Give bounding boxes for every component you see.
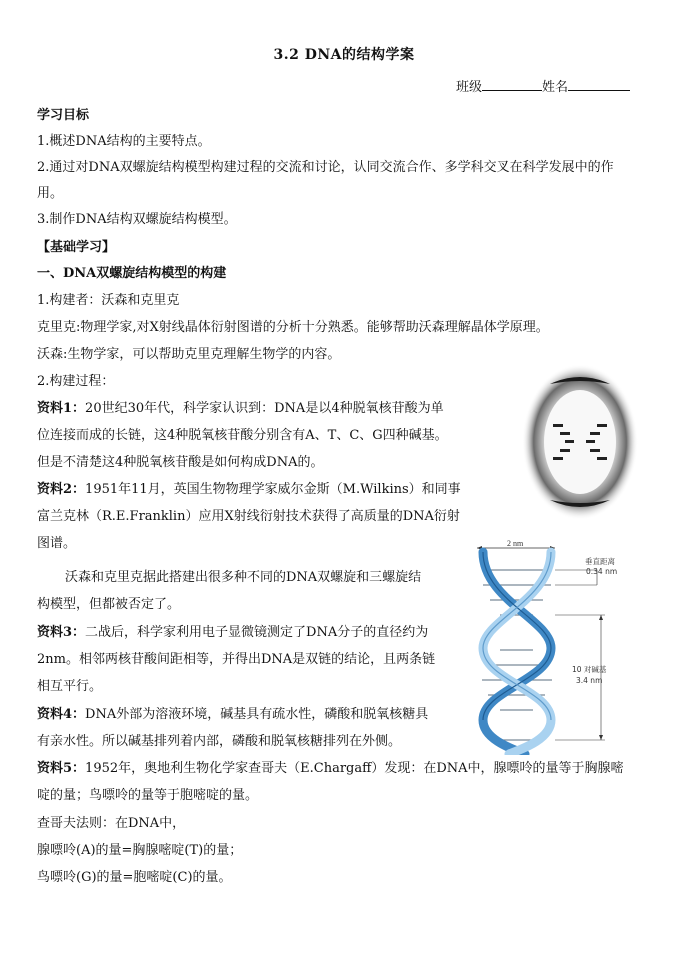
material-3-text: 二战后，科学家利用电子显微镜测定了DNA分子的直径约为 xyxy=(85,625,429,640)
material-1-line1 xyxy=(37,400,444,418)
material-4-line1 xyxy=(37,706,428,724)
material-3-label: 资料3： xyxy=(37,625,86,640)
material-3-line1 xyxy=(37,624,428,642)
objectives-heading: 学习目标 xyxy=(37,108,90,123)
class-label: 班级 xyxy=(456,80,483,95)
material-3-line2: 2nm。相邻两核苷酸间距相等，并得出DNA是双链的结论，且两条链 xyxy=(37,652,436,667)
objective-3: 3.制作DNA结构双螺旋结构模型。 xyxy=(37,212,237,227)
chargaff-gc: 鸟嘌呤(G)的量=胞嘧啶(C)的量。 xyxy=(37,870,232,885)
material-4-line2: 有亲水性。所以碱基排列着内部，磷酸和脱氧核糖排列在外侧。 xyxy=(37,734,402,749)
student-info xyxy=(456,76,630,97)
builders-line: 1.构建者：沃森和克里克 xyxy=(37,293,180,308)
material-5-text: 1952年，奥地利生物化学家查哥夫（E.Chargaff）发现：在DNA中，腺嘌呤的量等于胸腺嘧 xyxy=(85,761,624,776)
material-2-line5: 构模型，但都被否定了。 xyxy=(37,597,181,612)
material-4-label: 资料4： xyxy=(37,707,86,722)
chargaff-rule: 查哥夫法则：在DNA中， xyxy=(37,816,186,831)
page-title: 3.2 DNA的结构学案 xyxy=(273,47,415,63)
section1-heading: 一、DNA双螺旋结构模型的构建 xyxy=(37,266,227,281)
material-2-line4: 沃森和克里克据此搭建出很多种不同的DNA双螺旋和三螺旋结 xyxy=(65,570,422,585)
material-1-text: 20世纪30年代，科学家认识到：DNA是以4种脱氧核苷酸为单 xyxy=(85,401,444,416)
material-2-line3: 图谱。 xyxy=(37,536,77,551)
material-4-text: DNA外部为溶液环境，碱基具有疏水性，磷酸和脱氧核糖具 xyxy=(85,707,429,722)
objective-2-line1: 2.通过对DNA双螺旋结构模型构建过程的交流和讨论，认同交流合作、多学科交叉在科学发展中的作 xyxy=(37,160,614,175)
section-basic-heading: 【基础学习】 xyxy=(37,240,116,255)
material-1-line2: 位连接而成的长链，这4种脱氧核苷酸分别含有A、T、C、G四种碱基。 xyxy=(37,428,448,443)
name-blank[interactable] xyxy=(568,76,630,91)
objective-1: 1.概述DNA结构的主要特点。 xyxy=(37,134,211,149)
xray-diffraction-image xyxy=(520,362,640,522)
vertical-distance-label: 垂直距离 xyxy=(585,557,615,566)
diameter-label: 2 nm xyxy=(507,540,524,548)
material-1-line3: 但是不清楚这4种脱氧核苷酸是如何构成DNA的。 xyxy=(37,455,324,470)
material-3-line3: 相互平行。 xyxy=(37,679,103,694)
dna-double-helix-diagram xyxy=(455,540,670,755)
base-pairs-value: 3.4 nm xyxy=(576,676,603,685)
process-line: 2.构建过程： xyxy=(37,374,115,389)
material-2-line1 xyxy=(37,481,461,499)
objective-2-line2: 用。 xyxy=(37,186,64,201)
vertical-distance-value: 0.34 nm xyxy=(586,567,618,576)
material-5-label: 资料5： xyxy=(37,761,86,776)
watson-line: 沃森:生物学家，可以帮助克里克理解生物学的内容。 xyxy=(37,347,341,362)
material-1-label: 资料1： xyxy=(37,401,86,416)
material-5-line2: 啶的量；鸟嘌呤的量等于胞嘧啶的量。 xyxy=(37,788,259,803)
material-2-text: 1951年11月，英国生物物理学家威尔金斯（M.Wilkins）和同事 xyxy=(85,482,461,497)
material-2-line2: 富兰克林（R.E.Franklin）应用X射线衍射技术获得了高质量的DNA衍射 xyxy=(37,509,460,524)
material-5-line1 xyxy=(37,760,624,778)
material-2-label: 资料2： xyxy=(37,482,86,497)
crick-line: 克里克:物理学家,对X射线晶体衍射图谱的分析十分熟悉。能够帮助沃森理解晶体学原理。 xyxy=(37,320,549,335)
chargaff-at: 腺嘌呤(A)的量=胸腺嘧啶(T)的量； xyxy=(37,843,243,858)
name-label: 姓名 xyxy=(542,80,569,95)
base-pairs-label: 10 对碱基 xyxy=(572,665,607,674)
class-blank[interactable] xyxy=(482,76,542,91)
